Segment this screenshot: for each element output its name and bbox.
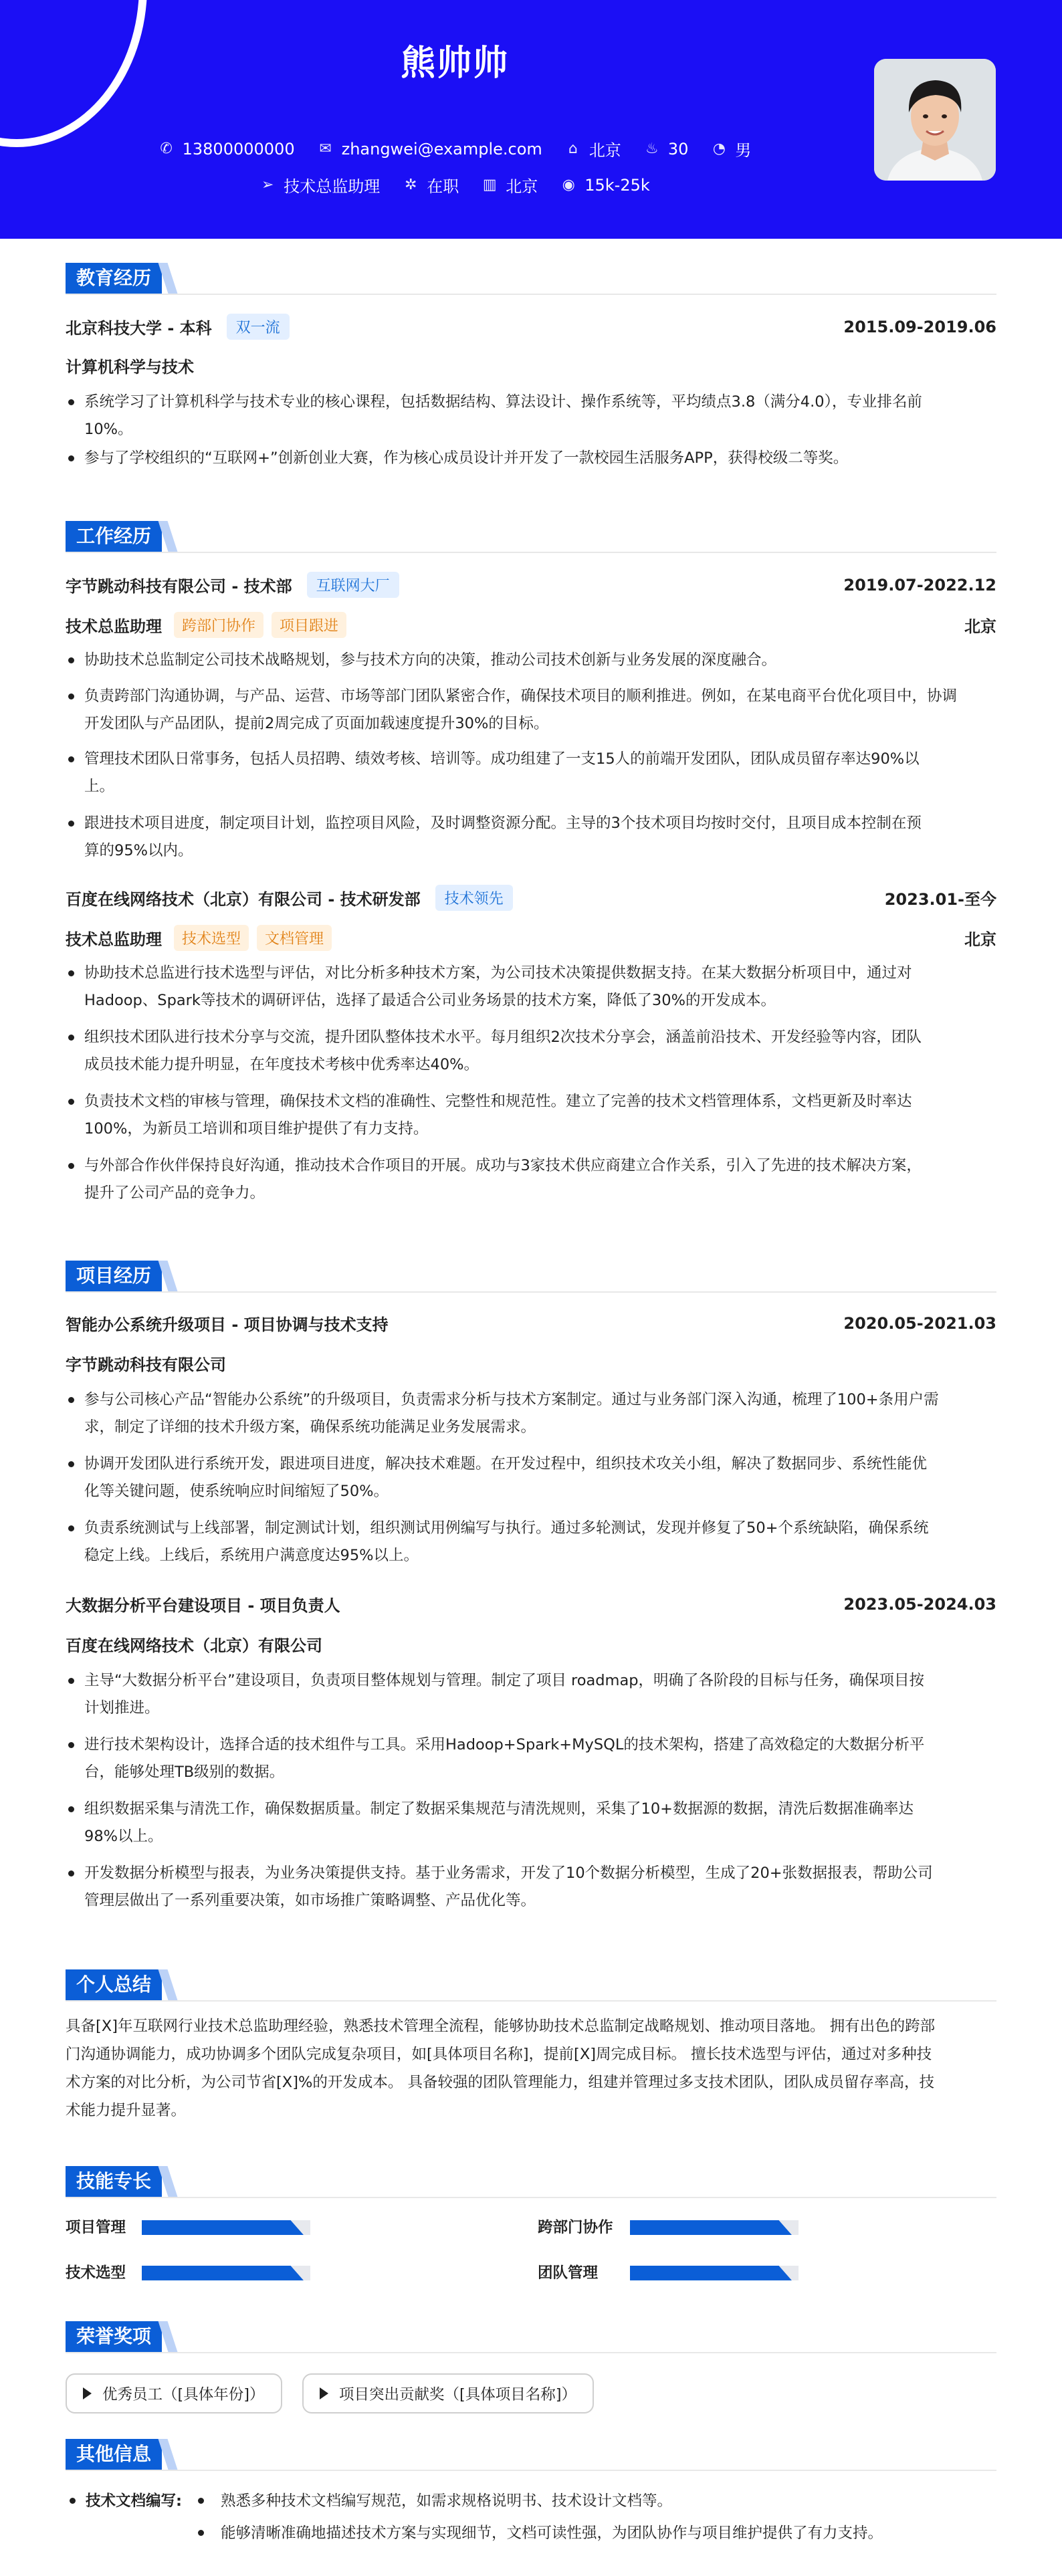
company-name: 百度在线网络技术（北京）有限公司 - 技术研发部 xyxy=(66,890,421,909)
project-company-row xyxy=(66,1632,996,1656)
resume-header xyxy=(0,0,1062,239)
candidate-name: 熊帅帅 xyxy=(400,43,509,84)
skill-name: 跨部门协作 xyxy=(538,2219,613,2236)
job-intent-row xyxy=(0,173,910,197)
education-major-row xyxy=(66,354,996,377)
bullet-dot xyxy=(70,2498,76,2504)
project-entry-head xyxy=(66,1592,996,1616)
list-item: 管理技术团队日常事务，包括人员招聘、绩效考核、培训等。成功组建了一支15人的前端开发团队，团队成员留存率达90%以 上。 xyxy=(66,746,996,800)
job-location: 北京 xyxy=(964,617,996,636)
job-date: 2019.07-2022.12 xyxy=(843,575,996,595)
job-location: 北京 xyxy=(964,930,996,949)
education-section xyxy=(66,263,996,467)
list-item: 组织数据采集与清洗工作，确保数据质量。制定了数据采集规范与清洗规则，采集了10+数据源的数据，清洗后数据准确率达 98%以上。 xyxy=(66,1796,996,1850)
role-tag: 文档管理 xyxy=(257,925,332,951)
skill-bar xyxy=(142,2220,310,2235)
summary-section xyxy=(66,1969,996,2119)
section-title-education xyxy=(66,263,996,295)
email-info xyxy=(318,140,542,158)
avatar xyxy=(874,59,996,181)
salary-text: 15k-25k xyxy=(585,175,650,195)
age-info xyxy=(644,140,689,158)
section-title-summary xyxy=(66,1969,996,2002)
company-name: 字节跳动科技有限公司 - 技术部 xyxy=(66,577,292,596)
section-title-honors xyxy=(66,2321,996,2353)
home-icon: ⌂ xyxy=(568,140,578,157)
company-tag: 技术领先 xyxy=(435,885,513,911)
skill-level xyxy=(630,2220,792,2235)
position-text: 技术总监助理 xyxy=(284,177,381,196)
job-date: 2023.01-至今 xyxy=(884,890,996,909)
major: 计算机科学与技术 xyxy=(66,358,194,377)
section-title-skills xyxy=(66,2166,996,2198)
skill-level xyxy=(630,2266,792,2280)
honor-item xyxy=(302,2373,594,2413)
target-city-info xyxy=(482,173,538,197)
job-role-row xyxy=(66,612,996,638)
list-item: 协助技术总监制定公司技术战略规划，参与技术方向的决策，推动公司技术创新与业务发展的深度融合。 xyxy=(66,647,996,674)
phone-text: 13800000000 xyxy=(182,139,295,158)
list-item: 系统学习了计算机科学与技术专业的核心课程，包括数据结构、算法设计、操作系统等，平均绩点3.8（满分4.0），专业排名前 10%。 xyxy=(66,389,996,443)
gender-text: 男 xyxy=(735,141,752,160)
project-title: 项目经历 xyxy=(66,1261,162,1291)
honor-text: 项目突出贡献奖（[具体项目名称]） xyxy=(339,2386,577,2403)
other-item: 熟悉多种技术文档编写规范，如需求规格说明书、技术设计文档等。 xyxy=(221,2492,673,2510)
honors-list xyxy=(66,2373,996,2416)
honors-section xyxy=(66,2321,996,2403)
list-item: 协调开发团队进行系统开发，跟进项目进度，解决技术难题。在开发过程中，组织技术攻关小组，解决了数据同步、系统性能优 化等关键问题，使系统响应时间缩短了50%。 xyxy=(66,1451,996,1505)
school-tag: 双一流 xyxy=(227,314,290,340)
list-item: 开发数据分析模型与报表，为业务决策提供支持。基于业务需求，开发了10个数据分析模型，生成了20+张数据报表，帮助公司 管理层做出了一系列重要决策，如市场推广策略调整、产品优化等。 xyxy=(66,1860,996,1915)
job-role: 技术总监助理 xyxy=(66,617,162,636)
role-tag: 跨部门协作 xyxy=(174,612,263,638)
gear-icon: ✲ xyxy=(405,176,417,193)
bullet-dot xyxy=(198,2530,204,2536)
summary-text: 具备[X]年互联网行业技术总监助理经验，熟悉技术管理全流程，能够协助技术总监制定战略规划、推动项目落地。 拥有出色的跨部 门沟通协调能力，成功协调多个团队完成复杂项目，如[具体项目名称]，提前[X]周完成目标。 擅长技术选型与评估，通过对多种技 术方案的对比分析，为公司节省[X]%的开发成本。 具备较强的团队管理能力，组建并管理过多支技术团队，团队成员留存率高，技 术能力提升显著。 xyxy=(66,2018,936,2119)
list-item: 协助技术总监进行技术选型与评估，对比分析多种技术方案，为公司技术决策提供数据支持。在某大数据分析项目中，通过对 Hadoop、Spark等技术的调研评估，选择了最适合公司业务场景的技术方案，降低了30%的开发成本。 xyxy=(66,960,996,1014)
company-tag: 互联网大厂 xyxy=(307,572,399,598)
email-text: zhangwei@example.com xyxy=(341,139,542,158)
skill-name: 团队管理 xyxy=(538,2264,599,2282)
building-icon: ▥ xyxy=(482,176,497,193)
other-label: 技术文档编写: xyxy=(86,2492,182,2510)
other-section xyxy=(66,2439,996,2542)
skill-bar xyxy=(142,2266,310,2280)
honor-text: 优秀员工（[具体年份]） xyxy=(102,2386,265,2403)
skill-bar xyxy=(630,2220,799,2235)
skill-level xyxy=(142,2266,304,2280)
target-city-text: 北京 xyxy=(506,177,538,196)
contact-row xyxy=(0,137,910,160)
list-item: 组织技术团队进行技术分享与交流，提升团队整体技术水平。每月组织2次技术分享会，涵盖前沿技术、开发经验等内容，团队 成员技术能力提升明显，在年度技术考核中优秀率达40%。 xyxy=(66,1024,996,1079)
honors-title: 荣誉奖项 xyxy=(66,2321,162,2352)
skills-section xyxy=(66,2166,996,2282)
skill-bar xyxy=(630,2266,799,2280)
skill-item xyxy=(66,2216,126,2237)
education-entry-head xyxy=(66,314,996,340)
phone-icon: ✆ xyxy=(160,140,173,157)
list-item: 参与公司核心产品“智能办公系统”的升级项目，负责需求分析与技术方案制定。通过与业务部门深入沟通，梳理了100+条用户需 求，制定了详细的技术升级方案，确保系统功能满足业务发展需求。 xyxy=(66,1386,996,1441)
other-title: 其他信息 xyxy=(66,2439,162,2470)
job-role: 技术总监助理 xyxy=(66,930,162,949)
gender-info xyxy=(711,137,751,160)
list-item: 与外部合作伙伴保持良好沟通，推动技术合作项目的开展。成功与3家技术供应商建立合作关系，引入了先进的技术解决方案， 提升了公司产品的竞争力。 xyxy=(66,1152,996,1207)
job-role-row xyxy=(66,925,996,951)
job-entry-head xyxy=(66,885,996,911)
avatar-illustration xyxy=(874,59,996,181)
list-item: 负责技术文档的审核与管理，确保技术文档的准确性、完整性和规范性。建立了完善的技术文档管理体系，文档更新及时率达 100%，为新员工培训和项目维护提供了有力支持。 xyxy=(66,1088,996,1143)
project-name: 智能办公系统升级项目 - 项目协调与技术支持 xyxy=(66,1315,389,1334)
work-title: 工作经历 xyxy=(66,521,162,552)
list-item: 进行技术架构设计，选择合适的技术组件与工具。采用Hadoop+Spark+MySQL的技术架构，搭建了高效稳定的大数据分析平 台，能够处理TB级别的数据。 xyxy=(66,1731,996,1786)
job-entry-head xyxy=(66,572,996,598)
section-title-other xyxy=(66,2439,996,2471)
list-item: 参与了学校组织的“互联网+”创新创业大赛，作为核心成员设计并开发了一款校园生活服务APP，获得校级二等奖。 xyxy=(66,445,996,472)
skill-item xyxy=(538,2261,598,2282)
bullet-dot xyxy=(198,2498,204,2504)
work-section xyxy=(66,521,996,1202)
school-name: 北京科技大学 - 本科 xyxy=(66,319,212,338)
play-icon xyxy=(83,2387,92,2399)
project-company-row xyxy=(66,1352,996,1375)
skill-name: 项目管理 xyxy=(66,2219,126,2236)
project-company: 百度在线网络技术（北京）有限公司 xyxy=(66,1636,322,1655)
project-company: 字节跳动科技有限公司 xyxy=(66,1356,226,1374)
list-item: 跟进技术项目进度，制定项目计划，监控项目风险，及时调整资源分配。主导的3个技术项目均按时交付，且项目成本控制在预 算的95%以内。 xyxy=(66,810,996,865)
cake-icon: ♨ xyxy=(645,140,659,157)
skill-name: 技术选型 xyxy=(66,2264,126,2282)
skill-level xyxy=(142,2220,304,2235)
email-icon: ✉ xyxy=(319,140,332,157)
section-title-project xyxy=(66,1261,996,1293)
status-text: 在职 xyxy=(427,177,459,196)
phone-info xyxy=(158,140,295,158)
education-date: 2015.09-2019.06 xyxy=(843,317,996,336)
list-item: 主导“大数据分析平台”建设项目，负责项目整体规划与管理。制定了项目 roadmap，明确了各阶段的目标与任务，确保项目按 计划推进。 xyxy=(66,1667,996,1722)
age-text: 30 xyxy=(667,139,689,158)
play-icon xyxy=(320,2387,328,2399)
city-text: 北京 xyxy=(589,141,621,160)
city-info xyxy=(565,137,621,160)
project-section xyxy=(66,1261,996,1909)
role-tag: 技术选型 xyxy=(174,925,249,951)
skill-item xyxy=(66,2261,126,2282)
status-info xyxy=(403,173,459,197)
gender-icon: ◔ xyxy=(712,140,726,157)
list-item: 负责跨部门沟通协调，与产品、运营、市场等部门团队紧密合作，确保技术项目的顺利推进。例如，在某电商平台优化项目中，协调 开发团队与产品团队，提前2周完成了页面加载速度提升30%的目标。 xyxy=(66,683,996,738)
send-icon: ➢ xyxy=(261,176,274,193)
skill-item xyxy=(538,2216,613,2237)
project-date: 2020.05-2021.03 xyxy=(843,1313,996,1333)
coin-icon: ◉ xyxy=(562,176,575,193)
salary-info xyxy=(560,176,650,195)
list-item: 负责系统测试与上线部署，制定测试计划，组织测试用例编写与执行。通过多轮测试，发现并修复了50+个系统缺陷，确保系统 稳定上线。上线后，系统用户满意度达95%以上。 xyxy=(66,1515,996,1570)
position-info xyxy=(259,173,380,197)
project-name: 大数据分析平台建设项目 - 项目负责人 xyxy=(66,1596,340,1615)
role-tag: 项目跟进 xyxy=(272,612,346,638)
education-title: 教育经历 xyxy=(66,263,162,294)
project-date: 2023.05-2024.03 xyxy=(843,1594,996,1614)
summary-title: 个人总结 xyxy=(66,1969,162,2000)
honor-item xyxy=(66,2373,282,2413)
skills-title: 技能专长 xyxy=(66,2166,162,2197)
section-title-work xyxy=(66,521,996,553)
project-entry-head xyxy=(66,1311,996,1335)
other-item: 能够清晰准确地描述技术方案与实现细节，文档可读性强，为团队协作与项目维护提供了有力支持。 xyxy=(221,2525,883,2542)
